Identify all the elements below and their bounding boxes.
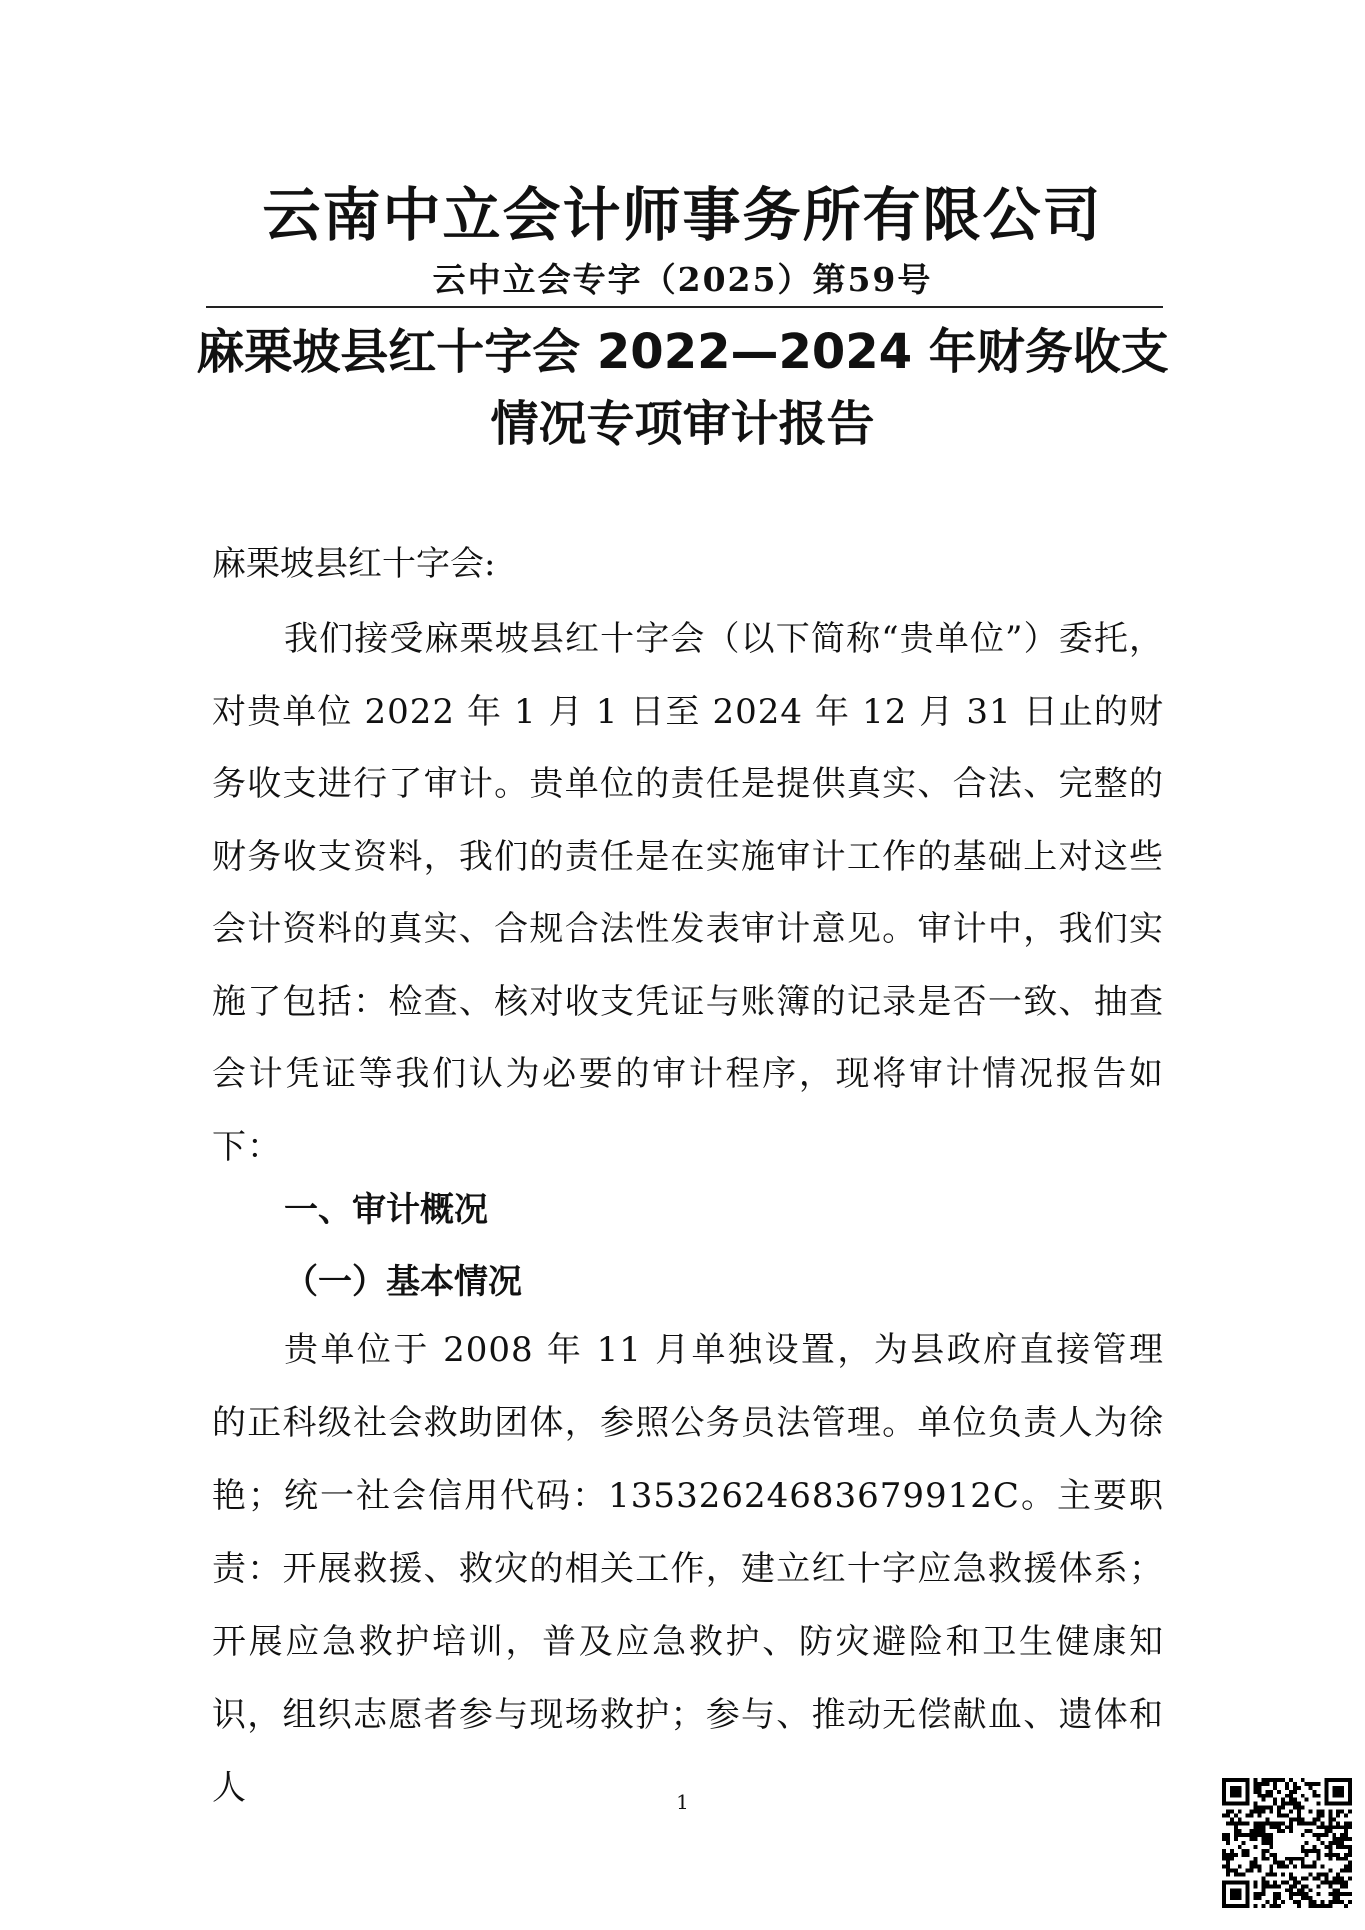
verification-qr-code-icon — [1222, 1778, 1352, 1908]
firm-name: 云南中立会计师事务所有限公司 — [262, 181, 1103, 249]
document-number: 云中立会专字（2025）第59号 — [432, 260, 933, 299]
report-title-line-1: 麻栗坡县红十字会 2022—2024 年财务收支 — [196, 324, 1169, 380]
subsection-heading-basic-info: （一）基本情况 — [284, 1262, 522, 1302]
basic-info-paragraph: 贵单位于 2008 年 11 月单独设置，为县政府直接管理的正科级社会救助团体，参照公务员法管理。单位负责人为徐艳；统一社会信用代码：13532624683679912C。主要职责：开展救援、救灾的相关工作，建立红十字应急救援体系；开展应急救护培训，普及应急救护、防灾避险和卫生健康知识，组织志愿者参与现场救护；参与、推动无偿献血、遗体和人 — [212, 1330, 1164, 1808]
report-title-line-2: 情况专项审计报告 — [490, 396, 875, 452]
qr-code-graphic — [1222, 1778, 1352, 1908]
intro-paragraph: 我们接受麻栗坡县红十字会（以下简称“贵单位”）委托，对贵单位 2022 年 1 月 1 日至 2024 年 12 月 31 日止的财务收支进行了审计。贵单位的责任是提供真实、合法、完整的财务收支资料，我们的责任是在实施审计工作的基础上对这些会计资料的真实、合规合法性发表审计意见。审计中，我们实施了包括：检查、核对收支凭证与账簿的记录是否一致、抽查会计凭证等我们认为必要的审计程序，现将审计情况报告如下： — [212, 619, 1164, 1167]
header-divider — [206, 306, 1163, 308]
section-heading-audit-overview: 一、审计概况 — [284, 1190, 488, 1230]
page-number: 1 — [676, 1790, 689, 1814]
report-title — [150, 316, 1215, 460]
addressee: 麻栗坡县红十字会: — [212, 544, 496, 584]
